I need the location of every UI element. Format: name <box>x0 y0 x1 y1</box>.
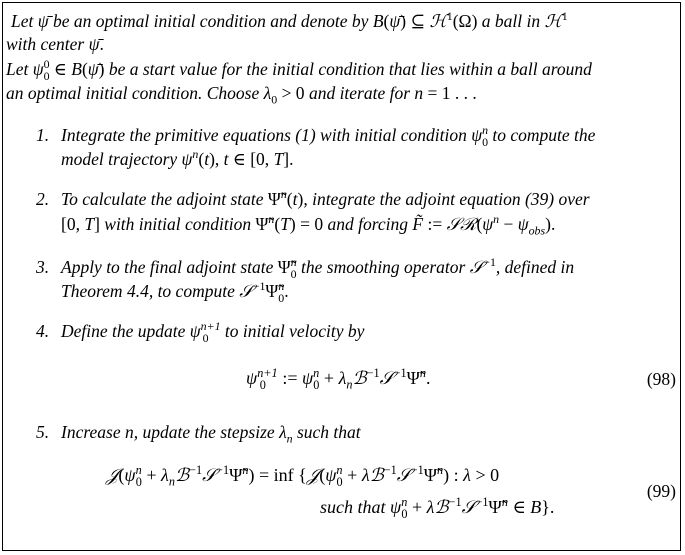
step-1-line-2: model trajectory $\psi^n(t)$, t ∈ [0, T]. <box>61 147 294 169</box>
step-5-number: 5. <box>36 422 50 442</box>
intro-line-1: Let ψ̄ be an optimal initial condition and denote by B(ψ̄) ⊆ ℋ$^1$(Ω) a ball in ℋ$^1$ <box>11 9 568 32</box>
step-3-line-2: Theorem 4.4, to compute 𝒮$^{-1}$Ψ̃$^n_0$. <box>61 279 289 305</box>
equation-98: $\psi^{n+1}_0$ := $\psi^n_0$ + $\lambda_nℬ^{-1}𝒮^{-1}\Psĩ^n$. <box>246 366 431 392</box>
step-2-line-1: To calculate the adjoint state Ψ̃$^n$(t), integrate the adjoint equation (39) over <box>61 187 590 209</box>
step-3-number: 3. <box>36 257 50 277</box>
step-4-line-1: Define the update $\psi^{n+1}_0$ to initial velocity by <box>61 319 365 345</box>
step-5-line-1: Increase n, update the stepsize $\lambda_n$ such that <box>61 422 361 446</box>
step-3-line-1: Apply to the final adjoint state Ψ̃$^n_0$ the smoothing operator 𝒮$^{-1}$, defined in <box>61 255 575 281</box>
equation-99-label: (99) <box>646 481 676 501</box>
intro-line-4: an optimal initial condition. Choose $\lambda_0 > 0$ and iterate for n = 1 . . . <box>6 83 477 107</box>
intro-line-2: with center ψ̄. <box>6 34 104 54</box>
step-2-line-2: [0, T] with initial condition Ψ̃$^n$(T) = 0 and forcing F̃ := $𝒮ℛ(\psi^n - \psi_{obs})$. <box>61 212 556 238</box>
step-2-number: 2. <box>36 189 50 209</box>
math-psi-bar: ψ̄ <box>37 11 49 31</box>
step-1-line-1: Integrate the primitive equations (1) with initial condition $\psi^n_0$ to compute the <box>61 123 596 149</box>
step-1-number: 1. <box>36 125 50 145</box>
intro-line-3: Let $\psi^0_0$ ∈ B(ψ̄) be a start value for the initial condition that lies within a ball around <box>6 57 592 83</box>
equation-98-label: (98) <box>646 369 676 389</box>
equation-99-line-2: such that $\psi^n_0$ + λℬ$^{-1}$𝒮$^{-1}$Ψ̃$^n$ ∈ B}. <box>320 495 555 521</box>
step-4-number: 4. <box>36 321 50 341</box>
equation-99-line-1: $𝒥(\psi^n_0$ + $\lambda_nℬ^{-1}𝒮^{-1}\Psĩ^n$) = inf {$𝒥(\psi^n_0$ + λℬ$^{-1}$𝒮$^{-1}$Ψ̃$^n$) : λ > 0 <box>106 463 500 489</box>
